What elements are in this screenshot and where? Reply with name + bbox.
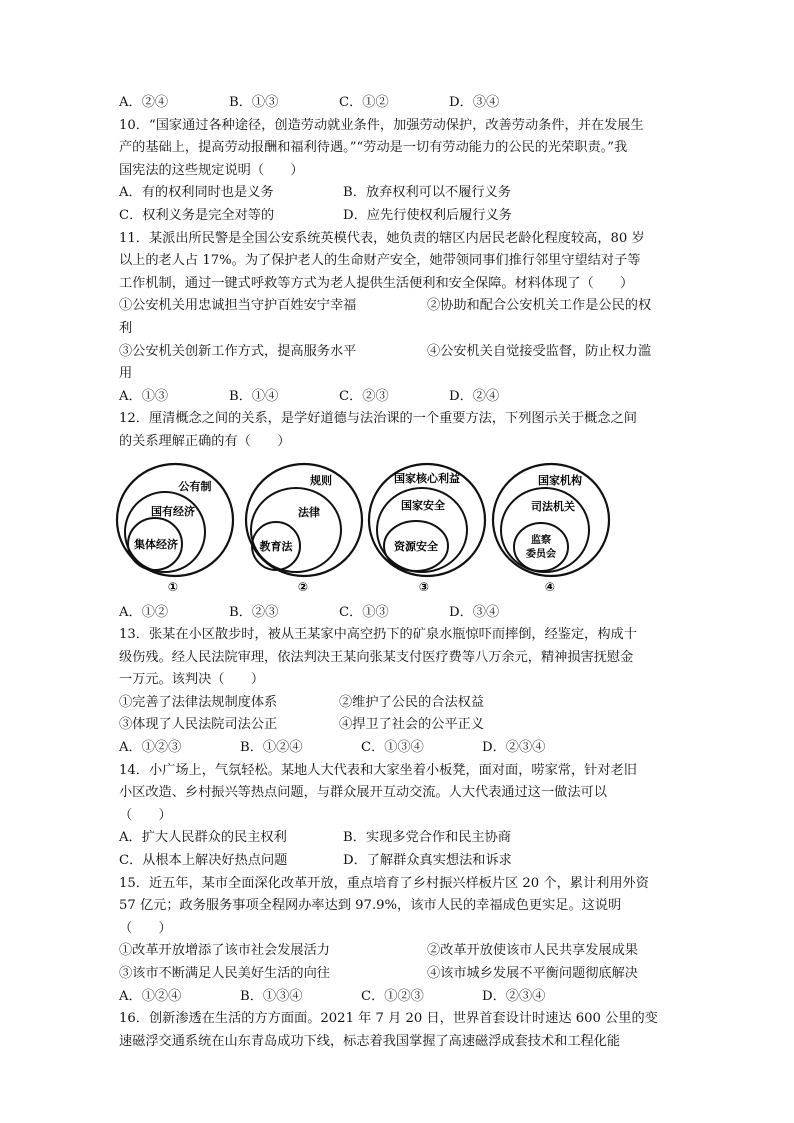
diagram-2-middle-label: 法律: [298, 505, 320, 519]
q15-statements-row-2: [119, 963, 679, 986]
question-15: [119, 873, 679, 1009]
diagram-2-number: ②: [297, 579, 309, 594]
q13-option-c: C．①③④: [361, 740, 424, 756]
exam-page: [119, 92, 679, 1053]
diagram-3-number: ③: [418, 579, 430, 594]
q13-statement-2: ②维护了公民的合法权益: [339, 694, 485, 710]
diagram-1-number: ①: [167, 579, 179, 594]
q14-option-c: C．从根本上解决好热点问题: [119, 853, 288, 869]
question-14: [119, 760, 679, 873]
diagram-4-outer-label: 国家机构: [538, 473, 582, 487]
q11-statement-1: ①公安机关用忠诚担当守护百姓安宁幸福: [119, 298, 357, 314]
diagram-3-outer-label: 国家核心利益: [394, 471, 460, 485]
diagram-1-inner-label: 集体经济: [134, 537, 178, 551]
q10-option-d: D．应先行使权利后履行义务: [343, 207, 512, 223]
q14-line-3: （ ）: [119, 807, 172, 823]
q12-option-c: C．①③: [339, 604, 389, 620]
q15-option-b: B．①③④: [240, 988, 303, 1004]
q14-line-1: 14．小广场上，气氛轻松。某地人大代表和大家坐着小板凳，面对面，唠家常，针对老旧: [119, 762, 637, 778]
q12-line-1: 12．厘清概念之间的关系，是学好道德与法治课的一个重要方法，下列图示关于概念之间: [119, 411, 637, 427]
q11-option-b: B．①④: [229, 388, 279, 404]
q15-option-d: D．②③④: [482, 988, 546, 1004]
q9-options: [119, 92, 679, 115]
q12-option-d: D．③④: [449, 604, 500, 620]
q15-statement-1: ①改革开放增添了该市社会发展活力: [119, 943, 330, 959]
diagram-3-inner-label: 资源安全: [394, 539, 438, 553]
q10-line-1: 10．“国家通过各种途径，创造劳动就业条件，加强劳动保护，改善劳动条件，并在发展生: [119, 117, 644, 133]
q10-options-row-1: [119, 182, 679, 205]
diagram-1: [117, 464, 233, 594]
q10-option-a: A．有的权利同时也是义务: [119, 185, 274, 201]
q13-option-a: A．①②③: [119, 740, 182, 756]
diagram-3: [369, 464, 485, 594]
q12-option-a: A．①②: [119, 604, 169, 620]
q15-option-a: A．①②④: [119, 988, 182, 1004]
q11-statement-2-cont: 利: [119, 320, 133, 336]
q11-option-c: C．②③: [339, 388, 389, 404]
diagram-4-inner-label-1: 监察: [531, 534, 551, 546]
q9-option-a: A．②④: [119, 95, 169, 110]
q13-statement-4: ④捍卫了社会的公平正义: [339, 717, 485, 733]
q9-option-b: B．①③: [229, 95, 279, 110]
q15-statement-2: ②改革开放使该市人民共享发展成果: [427, 943, 638, 959]
q15-line-1: 15．近五年，某市全面深化改革开放，重点培育了乡村振兴样板片区 20 个，累计利用外资: [119, 875, 649, 891]
q14-option-d: D．了解群众真实想法和诉求: [343, 853, 512, 869]
q13-statements-row-1: [119, 692, 679, 715]
q11-options: [119, 386, 679, 409]
q10-options-row-2: [119, 205, 679, 228]
q11-statements-row-1: [119, 295, 679, 318]
q15-option-c: C．①②③: [361, 988, 424, 1004]
q11-line-3: 工作机制，通过一键式呼救等方式为老人提供生活便利和安全保障。材料体现了（ ）: [119, 275, 634, 291]
q12-options: [119, 602, 679, 625]
q13-statements-row-2: [119, 714, 679, 737]
q9-option-c: C．①②: [339, 95, 389, 110]
diagram-4-inner-circle: [514, 523, 568, 571]
q15-statements-row-1: [119, 940, 679, 963]
diagram-2-inner-label: 教育法: [259, 539, 293, 553]
q11-statement-4: ④公安机关自觉接受监督，防止权力滥: [427, 343, 652, 359]
question-12: [119, 408, 679, 624]
q16-line-1: 16．创新渗透在生活的方方面面。2021 年 7 月 20 日，世界首套设计时速达 600 公里的变: [119, 1011, 658, 1027]
diagram-2-outer-label: 规则: [310, 473, 332, 487]
q14-options-row-1: [119, 827, 679, 850]
q11-statement-2: ②协助和配合公安机关工作是公民的权: [427, 298, 652, 314]
q10-option-b: B．放弃权利可以不履行义务: [343, 185, 511, 201]
diagram-1-outer-label: 公有制: [178, 479, 212, 493]
q13-line-1: 13．张某在小区散步时，被从王某家中高空扔下的矿泉水瓶惊吓而摔倒，经鉴定，构成十: [119, 627, 637, 643]
q11-line-1: 11．某派出所民警是全国公安系统英模代表，她负责的辖区内居民老龄化程度较高，80 岁: [119, 230, 645, 246]
q13-line-3: 一万元。该判决（ ）: [119, 672, 265, 688]
q15-statement-4: ④该市城乡发展不平衡问题彻底解决: [427, 966, 638, 981]
question-13: [119, 624, 679, 760]
q10-line-3: 国宪法的这些规定说明（ ）: [119, 162, 304, 178]
q11-option-d: D．②④: [449, 388, 500, 404]
diagram-2: [246, 464, 362, 594]
q15-line-2: 57 亿元；政务服务事项全程网办率达到 97.9%，该市人民的幸福成色更实足。这说明: [119, 898, 622, 914]
q14-option-b: B．实现多党合作和民主协商: [343, 830, 511, 846]
q16-line-2: 速磁浮交通系统在山东青岛成功下线，标志着我国掌握了高速磁浮成套技术和工程化能: [119, 1033, 621, 1049]
q13-line-2: 级伤残。经人民法院审理，依法判决王某向张某支付医疗费等八万余元，精神损害抚慰金: [119, 649, 634, 665]
q14-line-2: 小区改造、乡村振兴等热点问题，与群众展开互动交流。人大代表通过这一做法可以: [119, 785, 607, 801]
diagram-1-middle-label: 国有经济: [151, 504, 195, 518]
q11-statements-row-2: [119, 341, 679, 364]
q11-line-2: 以上的老人占 17%。为了保护老人的生命财产安全，她带领同事们推行邻里守望结对子等: [119, 253, 641, 269]
diagram-1-middle-circle: [125, 492, 205, 572]
question-16: [119, 1008, 679, 1053]
q13-option-b: B．①②④: [240, 740, 303, 756]
q13-option-d: D．②③④: [482, 740, 546, 756]
q14-option-a: A．扩大人民群众的民主权利: [119, 830, 287, 846]
diagram-4: [493, 464, 609, 594]
q13-statement-1: ①完善了法律法规制度体系: [119, 694, 278, 710]
q9-option-d: D．③④: [449, 95, 500, 110]
diagram-3-middle-label: 国家安全: [401, 498, 445, 512]
q10-line-2: 产的基础上，提高劳动报酬和福利待遇。”“劳动是一切有劳动能力的公民的光荣职责。”我: [119, 140, 628, 156]
diagram-4-inner-label-2: 委员会: [526, 548, 556, 560]
diagram-4-number: ④: [544, 579, 556, 594]
q10-option-c: C．权利义务是完全对等的: [119, 207, 275, 223]
q15-line-3: （ ）: [119, 920, 172, 936]
diagram-4-middle-label: 司法机关: [531, 499, 575, 513]
q12-option-b: B．②③: [229, 604, 279, 620]
q13-options: [119, 737, 679, 760]
concept-diagrams: [113, 458, 673, 596]
question-11: [119, 228, 679, 409]
q15-options: [119, 986, 679, 1009]
question-10: [119, 115, 679, 228]
q13-statement-3: ③体现了人民法院司法公正: [119, 717, 278, 733]
q14-options-row-2: [119, 850, 679, 873]
q11-option-a: A．①③: [119, 388, 169, 404]
q15-statement-3: ③该市不断满足人民美好生活的向往: [119, 966, 330, 981]
q11-statement-3: ③公安机关创新工作方式，提高服务水平: [119, 343, 357, 359]
q11-statement-4-cont: 用: [119, 366, 133, 382]
q12-line-2: 的关系理解正确的有（ ）: [119, 433, 291, 449]
